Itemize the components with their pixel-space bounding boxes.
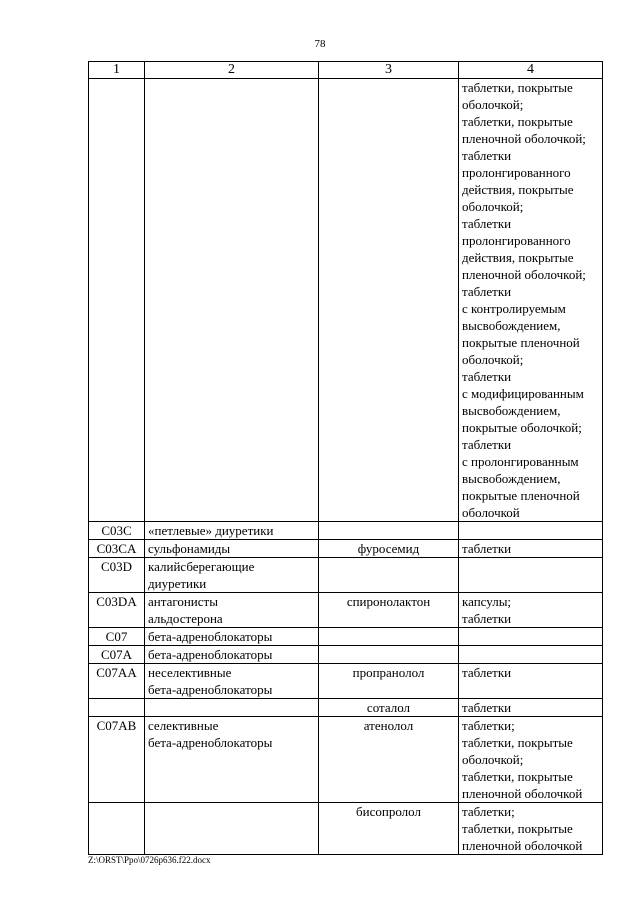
table-row <box>89 628 603 646</box>
table-row <box>89 522 603 540</box>
drug-table <box>88 61 603 855</box>
atc-code-cell: C07AB <box>89 717 145 803</box>
group-cell: селективные бета-адреноблокаторы <box>145 717 319 803</box>
atc-code-cell: C03DA <box>89 593 145 628</box>
column-header: 2 <box>145 62 319 79</box>
form-cell <box>459 646 603 664</box>
form-cell <box>459 558 603 593</box>
table-row <box>89 558 603 593</box>
table-row <box>89 646 603 664</box>
atc-code-cell: C03C <box>89 522 145 540</box>
group-cell <box>145 699 319 717</box>
table-row <box>89 717 603 803</box>
atc-code-cell <box>89 699 145 717</box>
column-header: 3 <box>319 62 459 79</box>
drug-cell <box>319 628 459 646</box>
drug-cell: спиронолактон <box>319 593 459 628</box>
table-row <box>89 803 603 855</box>
drug-cell: пропранолол <box>319 664 459 699</box>
page-number: 78 <box>314 38 326 50</box>
group-cell: антагонисты альдостерона <box>145 593 319 628</box>
atc-code-cell: C03D <box>89 558 145 593</box>
table-header-row <box>89 62 603 79</box>
form-cell <box>459 522 603 540</box>
form-cell <box>459 628 603 646</box>
drug-cell: атенолол <box>319 717 459 803</box>
atc-code-cell: C07AA <box>89 664 145 699</box>
table-row <box>89 664 603 699</box>
group-cell: калийсберегающие диуретики <box>145 558 319 593</box>
form-cell: таблетки <box>459 540 603 558</box>
group-cell <box>145 803 319 855</box>
table-row <box>89 540 603 558</box>
atc-code-cell: C03CA <box>89 540 145 558</box>
column-header: 1 <box>89 62 145 79</box>
group-cell: бета-адреноблокаторы <box>145 628 319 646</box>
drug-cell <box>319 646 459 664</box>
file-path-footer: Z:\ORST\Ppo\0726p636.f22.docx <box>88 855 211 865</box>
group-cell: неселективные бета-адреноблокаторы <box>145 664 319 699</box>
atc-code-cell: C07A <box>89 646 145 664</box>
form-cell: таблетки; таблетки, покрытые оболочкой; таблетки, покрытые пленочной оболочкой <box>459 717 603 803</box>
form-cell: капсулы; таблетки <box>459 593 603 628</box>
form-cell: таблетки, покрытые оболочкой; таблетки, покрытые пленочной оболочкой; таблетки пролонгированного действия, покрытые оболочкой; таблетки пролонгированного действия, покрытые пленочной оболочкой; таблетки с контролируемым высвобождением, покрытые пленочной оболочкой; таблетки с модифицированным высвобождением, покрытые оболочкой; таблетки с пролонгированным высвобождением, покрытые пленочной оболочкой <box>459 79 603 522</box>
atc-code-cell <box>89 803 145 855</box>
group-cell: бета-адреноблокаторы <box>145 646 319 664</box>
form-cell: таблетки; таблетки, покрытые пленочной оболочкой <box>459 803 603 855</box>
form-cell: таблетки <box>459 664 603 699</box>
group-cell <box>145 79 319 522</box>
table-row <box>89 699 603 717</box>
table-row <box>89 593 603 628</box>
drug-cell: соталол <box>319 699 459 717</box>
atc-code-cell <box>89 79 145 522</box>
column-header: 4 <box>459 62 603 79</box>
drug-cell: бисопролол <box>319 803 459 855</box>
group-cell: сульфонамиды <box>145 540 319 558</box>
table-row <box>89 79 603 522</box>
group-cell: «петлевые» диуретики <box>145 522 319 540</box>
drug-cell: фуросемид <box>319 540 459 558</box>
drug-cell <box>319 522 459 540</box>
drug-cell <box>319 558 459 593</box>
atc-code-cell: C07 <box>89 628 145 646</box>
drug-cell <box>319 79 459 522</box>
form-cell: таблетки <box>459 699 603 717</box>
